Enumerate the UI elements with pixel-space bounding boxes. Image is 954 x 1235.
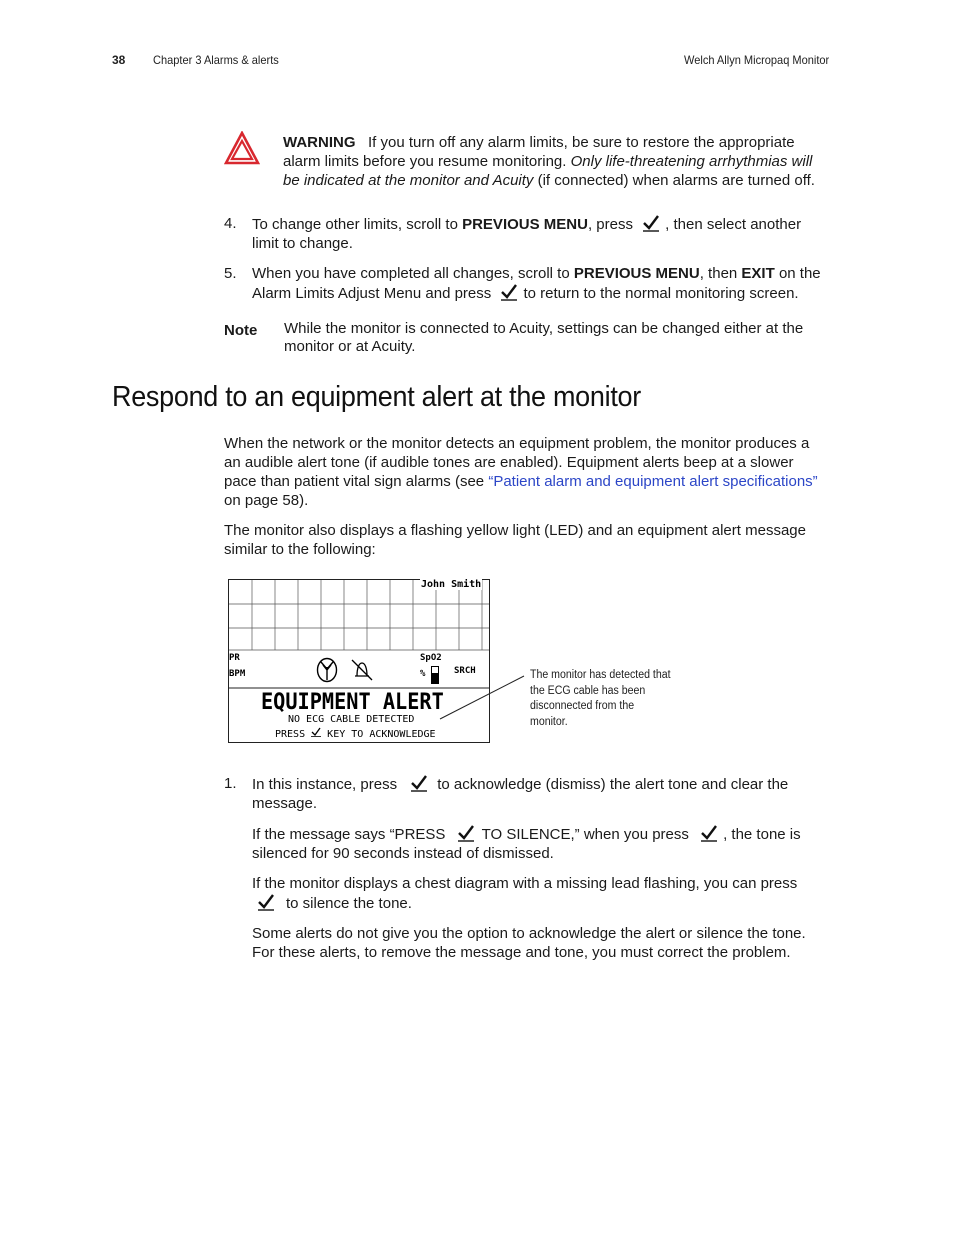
- product-header: Welch Allyn Micropaq Monitor: [684, 53, 830, 67]
- alarm-silenced-icon: [349, 658, 375, 682]
- ack-instruction: PRESS KEY TO ACKNOWLEDGE: [275, 729, 436, 740]
- intro-paragraph: When the network or the monitor detects an equipment problem, the monitor produces a an audible alert tone (if audible tones are enabled). Equipment alerts beep at a slower pace than patient vital sign alarms (see “Patient alarm and equipment alert specifications” on page 58).: [224, 435, 818, 509]
- checkmark-key-icon: [499, 283, 519, 301]
- note-text: While the monitor is connected to Acuity, settings can be changed either at the monitor or at Acuity.: [284, 320, 804, 355]
- spo2-label: SpO2: [420, 653, 442, 663]
- patient-name: John Smith: [421, 579, 482, 590]
- step-1-text: In this instance, press to acknowledge (dismiss) the alert tone and clear the message.: [252, 776, 789, 812]
- section-title: Respond to an equipment alert at the monitor: [112, 381, 641, 413]
- callout-leader-line: [438, 674, 528, 722]
- ecg-lead-icon: [315, 657, 339, 683]
- checkmark-key-icon: [641, 214, 661, 232]
- srch-label: SRCH: [454, 666, 476, 676]
- warning-triangle-icon: [224, 131, 260, 165]
- checkmark-key-icon: [311, 727, 321, 737]
- checkmark-key-icon: [456, 824, 476, 842]
- chapter-header: Chapter 3 Alarms & alerts: [153, 53, 279, 67]
- pct-label: %: [420, 669, 426, 679]
- spec-link[interactable]: “Patient alarm and equipment alert specifications”: [488, 473, 818, 490]
- chest-diagram-paragraph: If the monitor displays a chest diagram with a missing lead flashing, you can press to silence the tone.: [252, 875, 798, 912]
- silence-paragraph: If the message says “PRESS TO SILENCE,” when you press , the tone is silenced for 90 seconds instead of dismissed.: [252, 826, 801, 862]
- warning-text: WARNING If you turn off any alarm limits, be sure to restore the appropriate alarm limits before you resume monitoring. Only life-threatening arrhythmias will be indicated at the monitor and Acuity (if connected) when alarms are turned off.: [283, 134, 815, 189]
- pr-label: PR: [229, 653, 240, 663]
- callout-text: The monitor has detected that the ECG cable has been disconnected from the monitor.: [530, 669, 671, 728]
- alert-title: EQUIPMENT ALERT: [261, 690, 444, 715]
- display-paragraph: The monitor also displays a flashing yellow light (LED) and an equipment alert message similar to the following:: [224, 522, 806, 558]
- step-number: 1.: [224, 775, 237, 792]
- correct-problem-paragraph: Some alerts do not give you the option to acknowledge the alert or silence the tone. For these alerts, to remove the message and tone, you must correct the problem.: [252, 925, 806, 961]
- step-4-text: To change other limits, scroll to PREVIOUS MENU, press , then select another limit to change.: [252, 216, 802, 252]
- step-5-text: When you have completed all changes, scroll to PREVIOUS MENU, then EXIT on the Alarm Limits Adjust Menu and press to return to the normal monitoring screen.: [252, 265, 821, 302]
- note-label: Note: [224, 322, 258, 339]
- checkmark-key-icon: [256, 893, 276, 911]
- step-number: 5.: [224, 265, 237, 282]
- warning-label: WARNING: [283, 134, 356, 151]
- checkmark-key-icon: [409, 774, 429, 792]
- bpm-label: BPM: [229, 669, 246, 679]
- page-number: 38: [112, 53, 126, 67]
- checkmark-key-icon: [699, 824, 719, 842]
- alert-message: NO ECG CABLE DETECTED: [288, 714, 415, 725]
- step-number: 4.: [224, 215, 237, 232]
